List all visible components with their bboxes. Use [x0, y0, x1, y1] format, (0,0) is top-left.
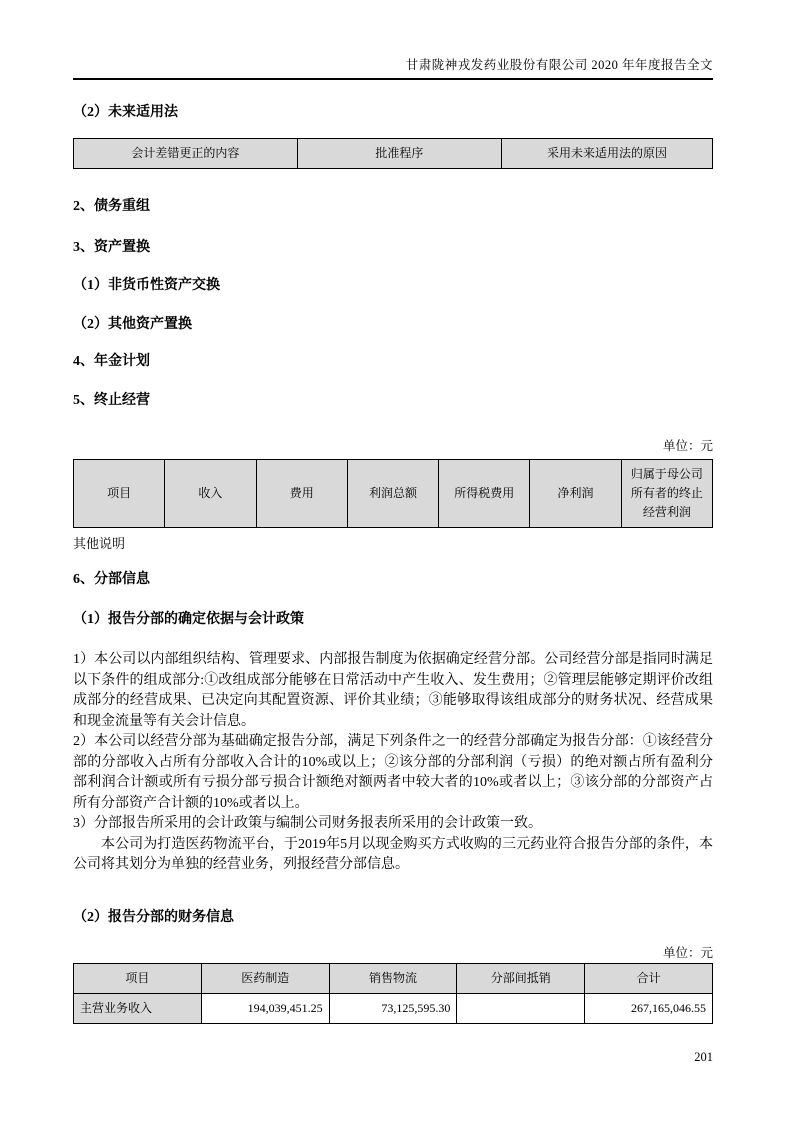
unit-label-discontinued: 单位：元 — [662, 439, 713, 453]
segment-header-item: 项目 — [74, 963, 202, 993]
policy-paragraph-4: 本公司为打造医药物流平台，于2019年5月以现金购买方式收购的三元药业符合报告分部的条件，本公司将其划分为单独的经营业务，列报经营分部信息。 — [73, 836, 713, 872]
table-header-row — [74, 460, 713, 528]
discontinued-header-item: 项目 — [74, 460, 165, 528]
discontinued-operation-table — [73, 459, 713, 528]
heading-asset-swap: 3、资产置换 — [73, 240, 150, 255]
correction-header-reason: 采用未来适用法的原因 — [502, 139, 713, 169]
correction-header-approval: 批准程序 — [297, 139, 501, 169]
correction-header-content: 会计差错更正的内容 — [74, 139, 298, 169]
heading-segment-finance: （2）报告分部的财务信息 — [73, 909, 234, 925]
unit-label-segment: 单位：元 — [662, 945, 713, 960]
table-header-row — [74, 963, 713, 993]
table-header-row — [74, 139, 713, 169]
heading-annuity-plan: 4、年金计划 — [73, 354, 150, 369]
discontinued-header-income-tax: 所得税费用 — [439, 460, 530, 528]
heading-future-method: （2）未来适用法 — [73, 105, 178, 120]
segment-logistics-value: 73,125,595.30 — [329, 993, 457, 1023]
segment-pharma-value: 194,039,451.25 — [201, 993, 329, 1023]
discontinued-header-net-profit: 净利润 — [530, 460, 621, 528]
heading-non-monetary-exchange: （1）非货币性资产交换 — [73, 278, 220, 293]
segment-row-label: 主营业务收入 — [74, 993, 202, 1023]
discontinued-header-expense: 费用 — [256, 460, 347, 528]
table-row — [74, 993, 713, 1023]
segment-total-value: 267,165,046.55 — [585, 993, 713, 1023]
heading-segment-basis: （1）报告分部的确定依据与会计政策 — [73, 612, 304, 627]
page-header — [73, 58, 713, 80]
heading-other-asset-swap: （2）其他资产置换 — [73, 317, 192, 332]
correction-table — [73, 138, 713, 169]
policy-paragraph-1: 1）本公司以内部组织结构、管理要求、内部报告制度为依据确定经营分部。公司经营分部是指同时满足以下条件的组成部分:①改组成部分能够在日常活动中产生收入、发生费用；②管理层能够定期评价改组成部分的经营成果、已决定向其配置资源、评价其业绩；③能够取得该组成部分的财务状况、经营成果和现金流量等有关会计信息。 — [73, 652, 713, 729]
heading-debt-restructuring: 2、债务重组 — [73, 199, 150, 214]
segment-finance-table — [73, 963, 713, 1024]
heading-discontinued-operation: 5、终止经营 — [73, 393, 150, 408]
segment-header-pharma: 医药制造 — [201, 963, 329, 993]
discontinued-header-total-profit: 利润总额 — [347, 460, 438, 528]
discontinued-header-revenue: 收入 — [165, 460, 256, 528]
segment-header-elimination: 分部间抵销 — [457, 963, 585, 993]
segment-policy-text — [73, 650, 713, 876]
discontinued-header-parent-profit: 归属于母公司所有者的终止经营利润 — [621, 460, 712, 528]
segment-header-total: 合计 — [585, 963, 713, 993]
page-number: 201 — [694, 1049, 713, 1064]
policy-paragraph-2: 2）本公司以经营分部为基础确定报告分部，满足下列条件之一的经营分部确定为报告分部：①该经营分部的分部收入占所有分部收入合计的10%或以上；②该分部的分部利润（亏损）的绝对额占所有盈利分部利润合计额或所有亏损分部亏损合计额绝对额两者中较大者的10%或者以上；③该分部的分部资产占所有分部资产合计额的10%或者以上。 — [73, 734, 713, 811]
heading-segment-info: 6、分部信息 — [73, 572, 150, 587]
policy-paragraph-3: 3）分部报告所采用的会计政策与编制公司财务报表所采用的会计政策一致。 — [73, 816, 542, 831]
other-notes-label: 其他说明 — [73, 536, 126, 551]
segment-header-logistics: 销售物流 — [329, 963, 457, 993]
segment-elimination-value — [457, 993, 585, 1023]
report-title: 甘肃陇神戎发药业股份有限公司 2020 年年度报告全文 — [405, 58, 713, 72]
